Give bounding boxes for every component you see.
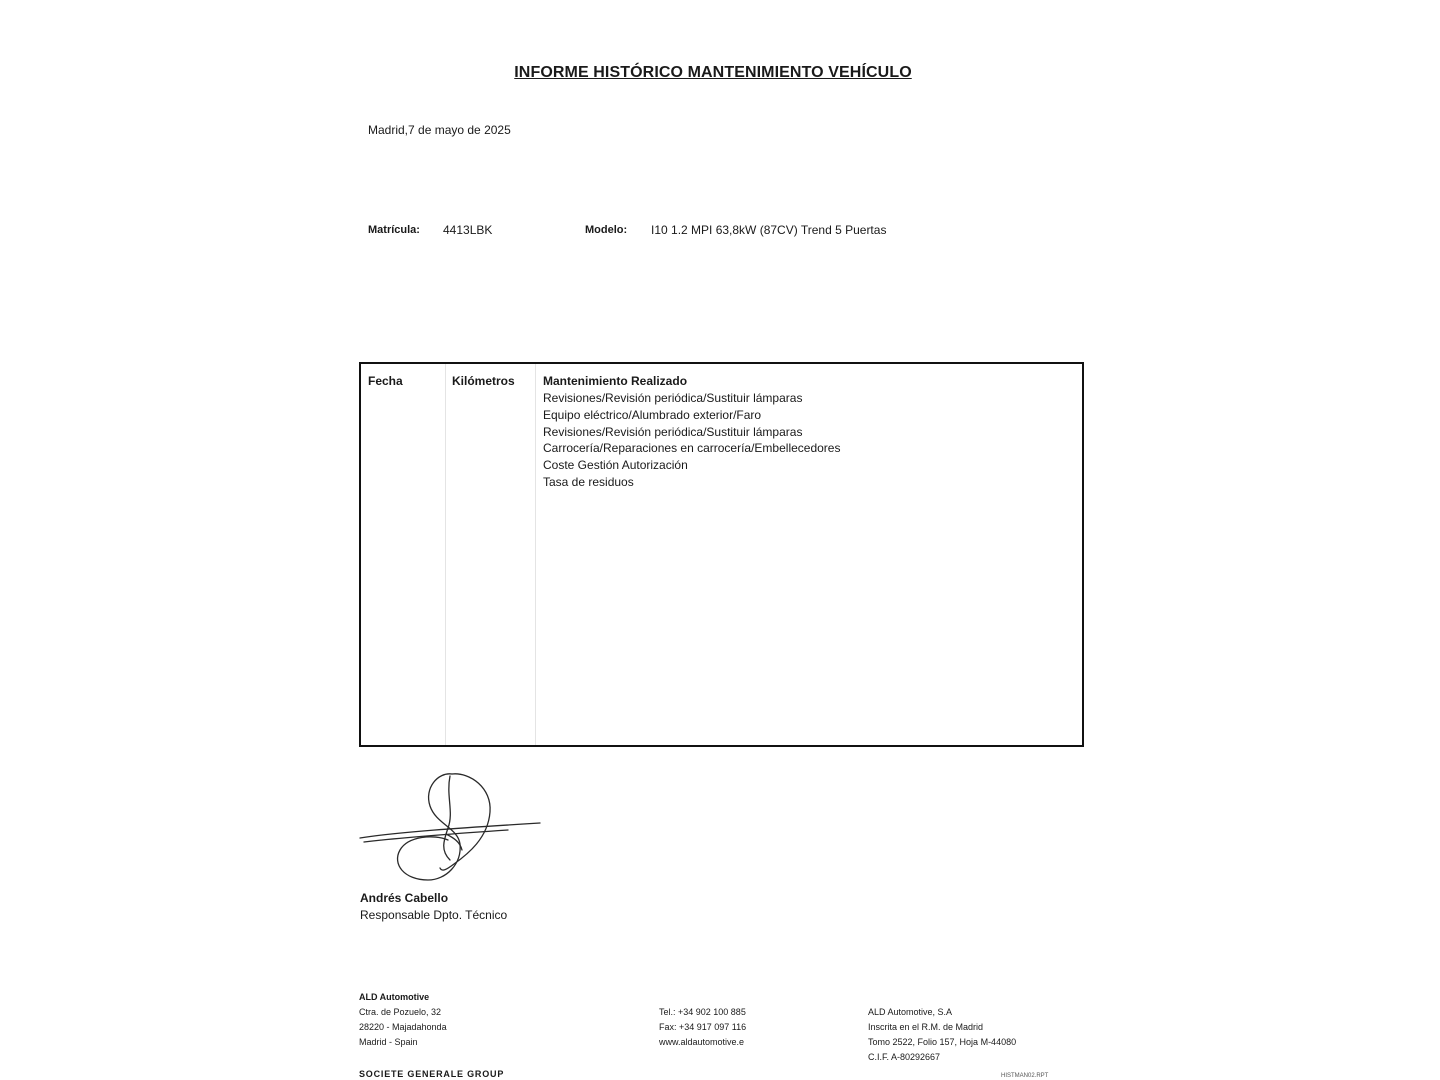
- signature-image: [358, 768, 542, 886]
- header-maintenance: Mantenimiento Realizado: [543, 374, 688, 388]
- model-label: Modelo:: [585, 224, 628, 236]
- header-kilometers: Kilómetros: [452, 374, 515, 388]
- footer-company: [359, 990, 447, 1050]
- maintenance-table: [359, 362, 1084, 747]
- signer-name: Andrés Cabello: [360, 891, 449, 905]
- company-address-line: 28220 - Majadahonda: [359, 1022, 447, 1032]
- report-date: Madrid,7 de mayo de 2025: [368, 123, 511, 137]
- company-name: ALD Automotive: [359, 992, 430, 1002]
- registry-line: Tomo 2522, Folio 157, Hoja M-44080: [868, 1037, 1017, 1047]
- model-value: I10 1.2 MPI 63,8kW (87CV) Trend 5 Puertas: [651, 223, 887, 237]
- registry-line: Inscrita en el R.M. de Madrid: [868, 1022, 984, 1032]
- report-title: INFORME HISTÓRICO MANTENIMIENTO VEHÍCULO: [514, 64, 912, 81]
- maintenance-item: Tasa de residuos: [543, 474, 634, 489]
- group-name: SOCIETE GENERALE GROUP: [359, 1069, 505, 1079]
- maintenance-item: Carrocería/Reparaciones en carrocería/Embellecedores: [543, 441, 841, 456]
- footer-registry: [868, 1005, 1016, 1065]
- fax-number: Fax: +34 917 097 116: [659, 1022, 747, 1032]
- column-divider: [535, 364, 536, 745]
- document-code: HISTMAN02.RPT: [1001, 1073, 1049, 1079]
- registry-line: ALD Automotive, S.A: [868, 1007, 953, 1017]
- company-address-line: Madrid - Spain: [359, 1037, 418, 1047]
- plate-value: 4413LBK: [443, 223, 493, 237]
- maintenance-item: Revisiones/Revisión periódica/Sustituir lámparas: [543, 424, 803, 439]
- plate-label: Matrícula:: [368, 224, 420, 236]
- registry-line: C.I.F. A-80292667: [868, 1052, 941, 1062]
- phone-number: Tel.: +34 902 100 885: [659, 1007, 746, 1017]
- signer-role: Responsable Dpto. Técnico: [360, 908, 508, 922]
- maintenance-item: Coste Gestión Autorización: [543, 458, 688, 473]
- maintenance-list: [543, 390, 840, 491]
- website-link[interactable]: www.aldautomotive.e: [659, 1037, 745, 1047]
- column-divider: [445, 364, 446, 745]
- maintenance-item: Revisiones/Revisión periódica/Sustituir lámparas: [543, 391, 803, 405]
- footer-contact: [659, 1005, 746, 1050]
- header-date: Fecha: [368, 374, 403, 388]
- maintenance-item: Equipo eléctrico/Alumbrado exterior/Faro: [543, 407, 762, 422]
- company-address-line: Ctra. de Pozuelo, 32: [359, 1007, 442, 1017]
